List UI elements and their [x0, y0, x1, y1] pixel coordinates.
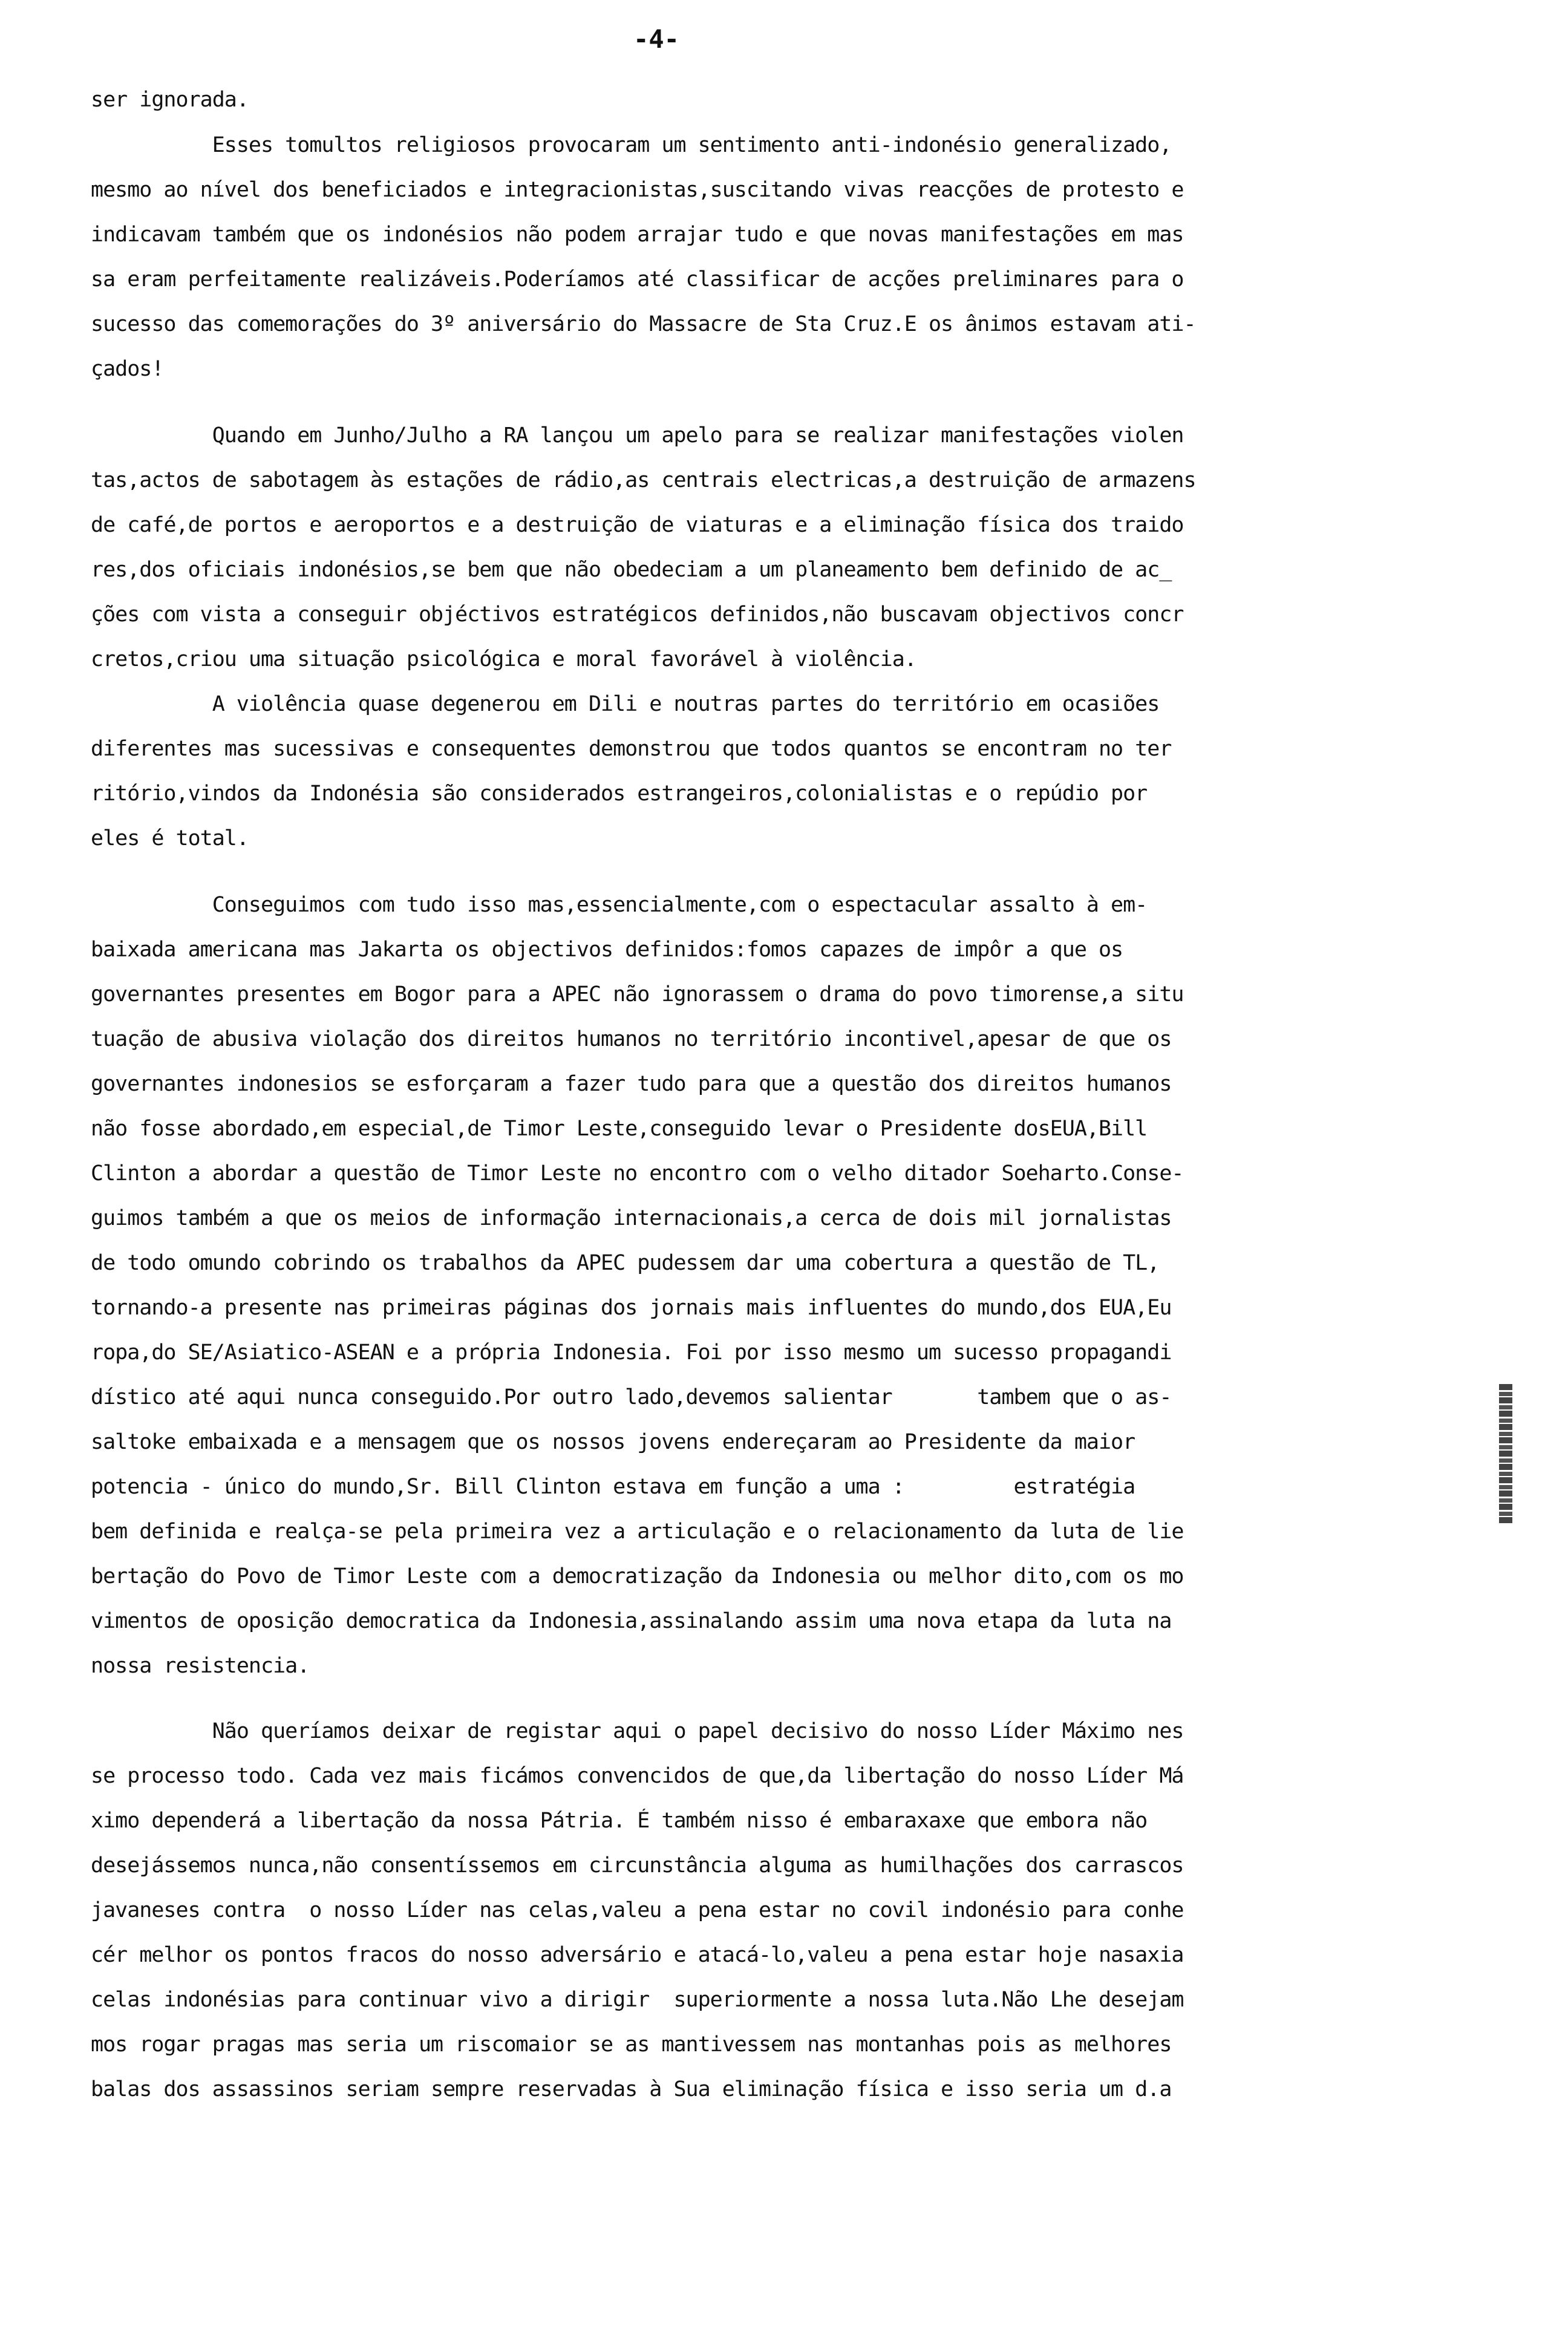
text-line: desejássemos nunca,não consentíssemos em circunstância alguma as humilhações dos carrascos [91, 1853, 1184, 1878]
text-line: governantes indonesios se esforçaram a fazer tudo para que a questão dos direitos humanos [91, 1072, 1172, 1096]
text-line: bertação do Povo de Timor Leste com a democratização da Indonesia ou melhor dito,com os mo [91, 1564, 1184, 1588]
text-line: mos rogar pragas mas seria um riscomaior se as mantivessem nas montanhas pois as melhores [91, 2032, 1172, 2057]
text-line: baixada americana mas Jakarta os objectivos definidos:fomos capazes de impôr a que os [91, 938, 1123, 962]
text-line: ser ignorada. [91, 88, 249, 112]
text-line: ritório,vindos da Indonésia são considerados estrangeiros,colonialistas e o repúdio por [91, 782, 1148, 806]
text-line: ximo dependerá a libertação da nossa Pátria. É também nisso é embaraxaxe que embora não [91, 1809, 1148, 1833]
text-line: dístico até aqui nunca conseguido.Por outro lado,devemos salientar tambem que o as- [91, 1385, 1172, 1409]
text-line: Clinton a abordar a questão de Timor Leste no encontro com o velho ditador Soeharto.Conse- [91, 1161, 1184, 1186]
text-line: cér melhor os pontos fracos do nosso adversário e atacá-lo,valeu a pena estar hoje nasaxia [91, 1943, 1184, 1967]
text-line: ções com vista a conseguir objéctivos estratégicos definidos,não buscavam objectivos concr [91, 602, 1184, 627]
text-line: se processo todo. Cada vez mais ficámos convencidos de que,da libertação do nosso Líder Má [91, 1764, 1184, 1788]
text-line: res,dos oficiais indonésios,se bem que não obedeciam a um planeamento bem definido de ac_ [91, 558, 1172, 582]
text-line: indicavam também que os indonésios não podem arrajar tudo e que novas manifestações em mas [91, 223, 1184, 247]
text-line: de todo omundo cobrindo os trabalhos da APEC pudessem dar uma cobertura a questão de TL, [91, 1251, 1160, 1275]
text-line: saltoke embaixada e a mensagem que os nossos jovens endereçaram ao Presidente da maior [91, 1430, 1135, 1454]
text-line: A violência quase degenerou em Dili e noutras partes do território em ocasiões [91, 692, 1160, 716]
text-line: vimentos de oposição democratica da Indonesia,assinalando assim uma nova etapa da luta na [91, 1609, 1172, 1633]
text-line: çados! [91, 357, 164, 381]
margin-mark [1499, 1384, 1512, 1523]
text-line: diferentes mas sucessivas e consequentes demonstrou que todos quantos se encontram no ter [91, 737, 1172, 761]
text-line: nossa resistencia. [91, 1654, 310, 1678]
text-line: não fosse abordado,em especial,de Timor Leste,conseguido levar o Presidente dosEUA,Bill [91, 1117, 1148, 1141]
text-line: Não queríamos deixar de registar aqui o papel decisivo do nosso Líder Máximo nes [91, 1719, 1184, 1743]
text-line: Quando em Junho/Julho a RA lançou um apelo para se realizar manifestações violen [91, 423, 1184, 448]
text-line: sucesso das comemorações do 3º aniversário do Massacre de Sta Cruz.E os ânimos estavam ati- [91, 312, 1196, 336]
text-line: tuação de abusiva violação dos direitos humanos no território incontivel,apesar de que os [91, 1027, 1172, 1051]
text-line: bem definida e realça-se pela primeira vez a articulação e o relacionamento da luta de lie [91, 1520, 1184, 1544]
text-line: cretos,criou uma situação psicológica e moral favorável à violência. [91, 647, 916, 671]
text-line: tas,actos de sabotagem às estações de rádio,as centrais electricas,a destruição de armazens [91, 468, 1196, 492]
text-line: Conseguimos com tudo isso mas,essencialmente,com o espectacular assalto à em- [91, 893, 1148, 917]
text-line: tornando-a presente nas primeiras páginas dos jornais mais influentes do mundo,dos EUA,Eu [91, 1296, 1172, 1320]
text-line: de café,de portos e aeroportos e a destruição de viaturas e a eliminação física dos traido [91, 513, 1184, 537]
text-line: potencia - único do mundo,Sr. Bill Clinton estava em função a uma : estratégia [91, 1475, 1135, 1499]
text-line: Esses tomultos religiosos provocaram um sentimento anti-indonésio generalizado, [91, 133, 1172, 157]
page-number: -4- [633, 24, 679, 54]
text-line: guimos também a que os meios de informação internacionais,a cerca de dois mil jornalistas [91, 1206, 1172, 1230]
text-line: javaneses contra o nosso Líder nas celas,valeu a pena estar no covil indonésio para conhe [91, 1898, 1184, 1922]
text-line: eles é total. [91, 826, 249, 851]
text-line: mesmo ao nível dos beneficiados e integracionistas,suscitando vivas reacções de protesto e [91, 178, 1184, 202]
text-line: governantes presentes em Bogor para a APEC não ignorassem o drama do povo timorense,a situ [91, 982, 1184, 1007]
text-line: celas indonésias para continuar vivo a dirigir superiormente a nossa luta.Não Lhe desejam [91, 1988, 1184, 2012]
text-line: ropa,do SE/Asiatico-ASEAN e a própria Indonesia. Foi por isso mesmo um sucesso propagandi [91, 1340, 1172, 1365]
text-line: balas dos assassinos seriam sempre reservadas à Sua eliminação física e isso seria um d.a [91, 2077, 1172, 2101]
text-line: sa eram perfeitamente realizáveis.Poderíamos até classificar de acções preliminares para o [91, 267, 1184, 292]
